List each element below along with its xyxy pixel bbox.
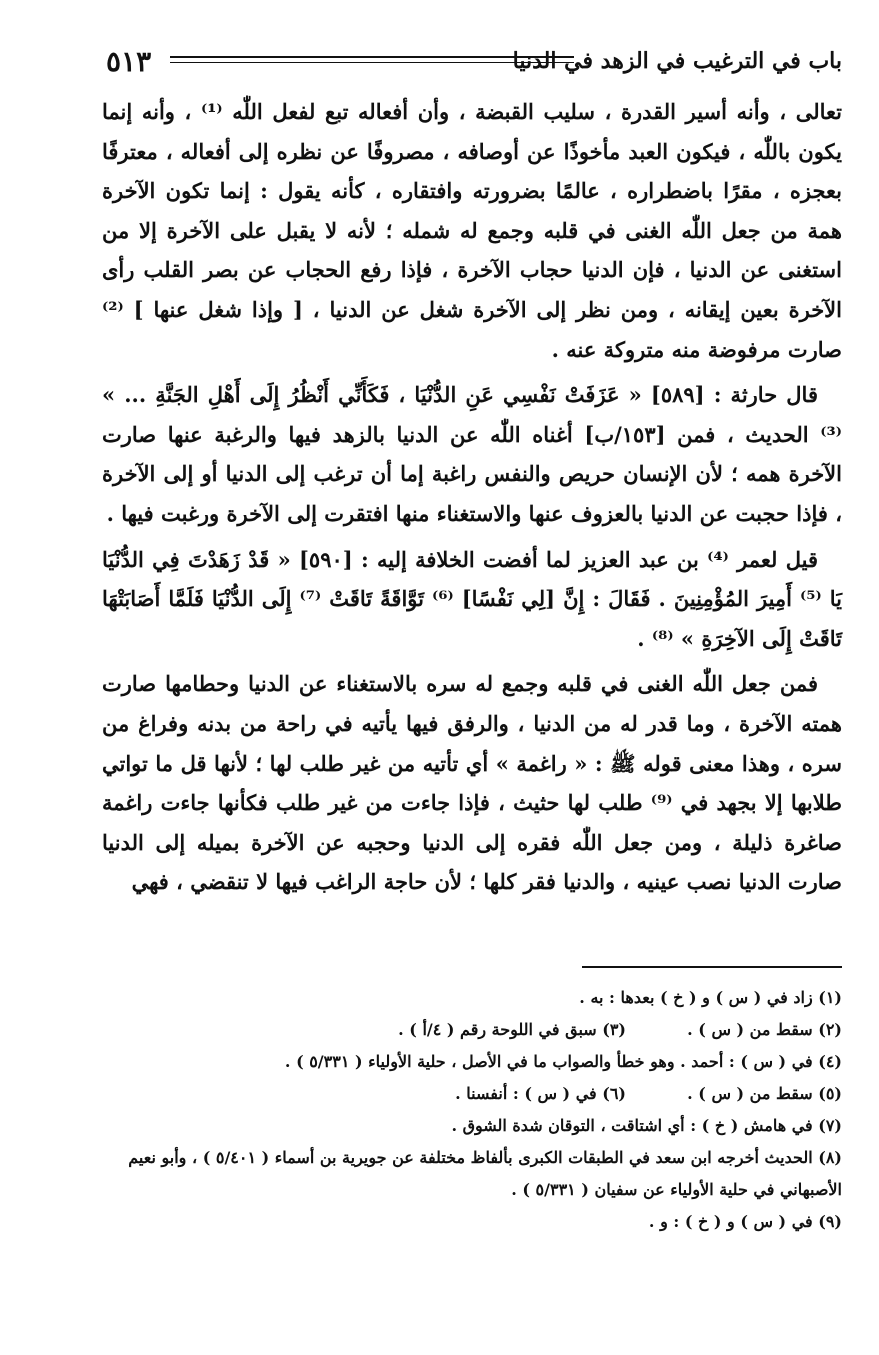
footnote-row bbox=[102, 1046, 842, 1078]
paragraph-1: تعالى ، وأنه أسير القدرة ، سليب القبضة ، وأن أفعاله تبع لفعل اللّٰه ⁽¹⁾ ، وأنه إنما يكون باللّٰه ، فيكون العبد مأخوذًا عن أوصافه ، مصروفًا عن نظره إلى أفعاله ، معترفًا بعجزه ، مقرًا باضطراره ، عالمًا بضرورته وافتقاره ، كأنه يقول : إنما تكون الآخرة همة من جعل اللّٰه الغنى في قلبه وجمع له شمله ؛ لأنه لا يقبل على الآخرة إلا من استغنى عن الدنيا ، فإن الدنيا حجاب الآخرة ، فإذا رفع الحجاب عن بصر القلب رأى الآخرة بعين إيقانه ، ومن نظر إلى الآخرة شغل عن الدنيا ، [ وإذا شغل عنها ] ⁽²⁾ صارت مرفوضة منه متروكة عنه . bbox=[102, 99, 842, 362]
footnote-8: (٨) الحديث أخرجه ابن سعد في الطبقات الكبرى بألفاظ مختلفة عن جويرية بن أسماء ( ٥/٤٠١ ) ، وأبو نعيم الأصبهاني في حلية الأولياء عن سفيان ( ٥/٣٣١ ) . bbox=[128, 1148, 842, 1199]
footnote-separator bbox=[582, 966, 842, 968]
footnote-5: (٥) سقط من ( س ) . bbox=[687, 1084, 842, 1103]
paragraph-4: فمن جعل اللّٰه الغنى في قلبه وجمع له سره بالاستغناء عن الدنيا وحطامها صارت همته الآخرة ، وما قدر له من الدنيا ، والرفق فيها يأتيه في راحة من بدنه وفراغ من سره ، وهذا معنى قوله ﷺ : « راغمة » أي تأتيه من غير طلب لها ؛ لأنها قل ما تواتي طلابها إلا بجهد في ⁽⁹⁾ طلب لها حثيث ، فإذا جاءت من غير طلب فكأنها جاءت راغمة صاغرة ذليلة ، ومن جعل اللّٰه فقره إلى الدنيا وحجبه عن الآخرة بميله إلى الدنيا صارت الدنيا نصب عينيه ، والدنيا فقر كلها ؛ لأن حاجة الراغب فيها لا تنقضي ، فهي bbox=[102, 671, 843, 895]
footnote-7: (٧) في هامش ( خ ) : أي اشتاقت ، التوقان شدة الشوق . bbox=[451, 1116, 842, 1135]
footnote-4: (٤) في ( س ) : أحمد . وهو خطأ والصواب ما في الأصل ، حلية الأولياء ( ٥/٣٣١ ) . bbox=[284, 1052, 842, 1071]
footnote-6: (٦) في ( س ) : أنفسنا . bbox=[455, 1084, 626, 1103]
footnote-9: (٩) في ( س ) و ( خ ) : و . bbox=[648, 1212, 842, 1231]
footnote-row bbox=[102, 1078, 842, 1110]
footnote-row bbox=[102, 1206, 842, 1238]
footnote-row bbox=[102, 1110, 842, 1142]
footnote-3: (٣) سبق في اللوحة رقم ( ٤/أ ) . bbox=[398, 1020, 626, 1039]
page-number: ٥١٣ bbox=[106, 45, 152, 78]
running-title: باب في الترغيب في الزهد في الدنيا bbox=[512, 48, 842, 74]
footnote-1: (١) زاد في ( س ) و ( خ ) بعدها : به . bbox=[579, 988, 842, 1007]
footnote-row bbox=[102, 982, 842, 1014]
footnote-row bbox=[102, 1142, 842, 1206]
main-text bbox=[102, 92, 842, 902]
footnote-row bbox=[102, 1014, 842, 1046]
paragraph-2: قال حارثة : [٥٨٩] « عَزَفَتْ نَفْسِي عَنِ الدُّنْيَا ، فَكَأَنِّي أَنْظُرُ إِلَى أَهْلِ الجَنَّةِ ... » ⁽³⁾ الحديث ، فمن [١٥٣/ب] أغناه اللّٰه عن الدنيا بالزهد فيها والرغبة عنها صارت الآخرة همه ؛ لأن الإنسان حريص والنفس راغبة إما أن ترغب إلى الدنيا أو إلى الآخرة ، فإذا حجبت عن الدنيا بالعزوف عنها والاستغناء منها افتقرت إلى الآخرة ورغبت فيها . bbox=[102, 382, 842, 526]
paragraph-3: قيل لعمر ⁽⁴⁾ بن عبد العزيز لما أفضت الخلافة إليه : [٥٩٠] « قَدْ زَهَدْتَ فِي الدُّنْيَا يَا ⁽⁵⁾ أَمِيرَ المُؤْمِنِينَ . فَقَالَ : إِنَّ [لِي نَفْسًا] ⁽⁶⁾ تَوَّاقَةً تَاقَتْ ⁽⁷⁾ إِلَى الدُّنْيَا فَلَمَّا أَصَابَتْهَا تَاقَتْ إِلَى الآخِرَةِ » ⁽⁸⁾ . bbox=[102, 546, 842, 651]
footnotes bbox=[102, 982, 842, 1238]
footnote-2: (٢) سقط من ( س ) . bbox=[687, 1020, 842, 1039]
page-header bbox=[100, 40, 842, 86]
